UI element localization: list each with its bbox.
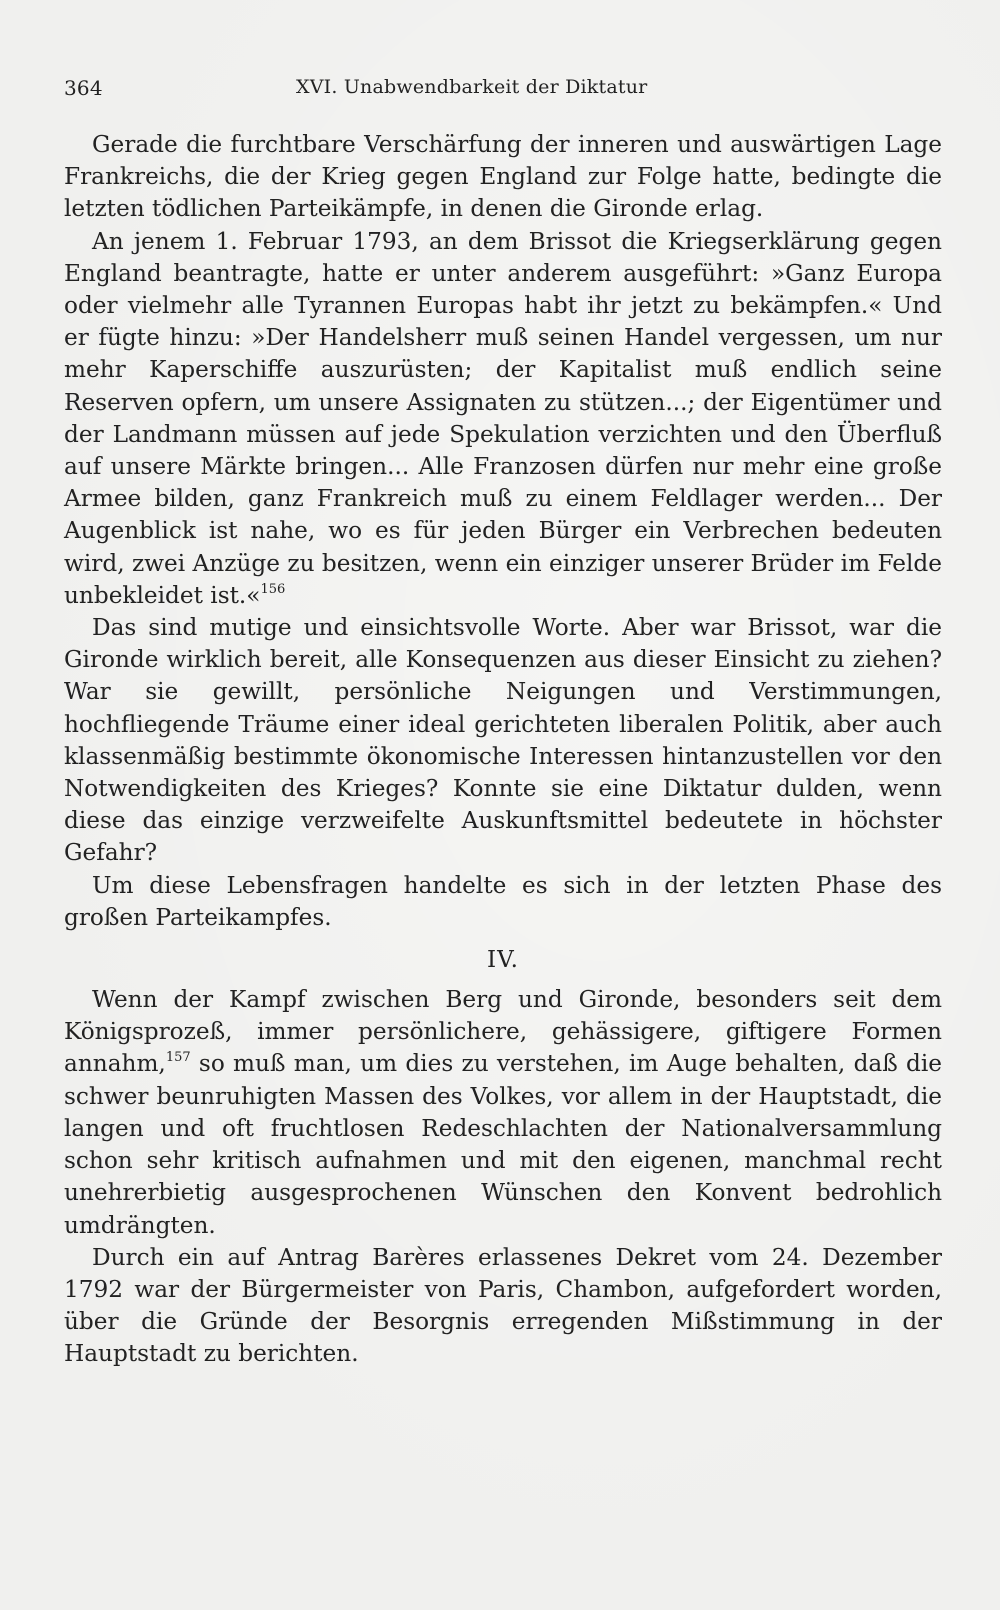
paragraph-5-text-before: Wenn der Kampf zwischen Berg und Gironde, besonders seit dem Königsprozeß, immer persönlichere, gehässigere, giftigere Formen annahm, — [64, 986, 942, 1078]
paragraph-4: Um diese Lebensfragen handelte es sich in der letzten Phase des großen Parteikampfes. — [64, 871, 942, 931]
section-heading: IV. — [487, 947, 519, 974]
paragraph-5 — [64, 984, 942, 1242]
page-header — [64, 76, 942, 106]
paragraph-5-text-after: so muß man, um dies zu verstehen, im Auge behalten, daß die schwer beunruhigten Massen des Volkes, vor allem in der Hauptstadt, die langen und oft fruchtlosen Redeschlachten der Nationalversammlung schon sehr kritisch aufnahmen und mit den eigenen, manchmal recht unehrerbietig ausgesprochenen Wünschen den Konvent bedrohlich umdrängten. — [64, 1050, 942, 1239]
paragraph-2-text: An jenem 1. Februar 1793, an dem Brissot die Kriegserklärung gegen England beantragte, hatte er unter anderem ausgeführt: »Ganz Europa oder vielmehr alle Tyrannen Europas habt ihr jetzt zu bekämpfen.« Und er fügte hinzu: »Der Handelsherr muß seinen Handel vergessen, um nur mehr Kaperschiffe auszurüsten; der Kapitalist muß endlich seine Reserven opfern, um unsere Assignaten zu stützen...; der Eigentümer und der Landmann müssen auf jede Spekulation verzichten und den Überfluß auf unsere Märkte bringen... Alle Franzosen dürfen nur mehr eine große Armee bilden, ganz Frankreich muß zu einem Feldlager werden... Der Augenblick ist nahe, wo es für jeden Bürger ein Verbrechen bedeuten wird, zwei Anzüge zu besitzen, wenn ein einziger unserer Brüder im Felde unbekleidet ist.« — [64, 227, 942, 609]
page-number: 364 — [64, 76, 103, 100]
footnote-marker-157: 157 — [165, 1050, 191, 1066]
paragraph-1: Gerade die furchtbare Verschärfung der inneren und auswärtigen Lage Frankreichs, die der Krieg gegen England zur Folge hatte, bedingte die letzten tödlichen Parteikämpfe, in denen die Gironde erlag. — [64, 131, 942, 223]
paragraph-3: Das sind mutige und einsichtsvolle Worte. Aber war Brissot, war die Gironde wirklich bereit, alle Konsequenzen aus dieser Einsicht zu ziehen? War sie gewillt, persönliche Neigungen und Verstimmungen, hochfliegende Träume einer ideal gerichteten liberalen Politik, aber auch klassenmäßig bestimmte ökonomische Interessen hintanzustellen vor den Notwendigkeiten des Krieges? Konnte sie eine Diktatur dulden, wenn diese das einzige verzweifelte Auskunftsmittel bedeutete in höchster Gefahr? — [64, 614, 942, 867]
footnote-marker-156: 156 — [260, 581, 286, 597]
running-head: XVI. Unabwendbarkeit der Diktatur — [296, 76, 648, 98]
paragraph-2 — [64, 226, 942, 612]
paragraph-6: Durch ein auf Antrag Barères erlassenes Dekret vom 24. Dezember 1792 war der Bürgermeister von Paris, Chambon, aufgefordert worden, über die Gründe der Besorgnis erregenden Mißstimmung in der Hauptstadt zu berichten. — [64, 1243, 942, 1368]
body-text — [64, 129, 942, 1371]
